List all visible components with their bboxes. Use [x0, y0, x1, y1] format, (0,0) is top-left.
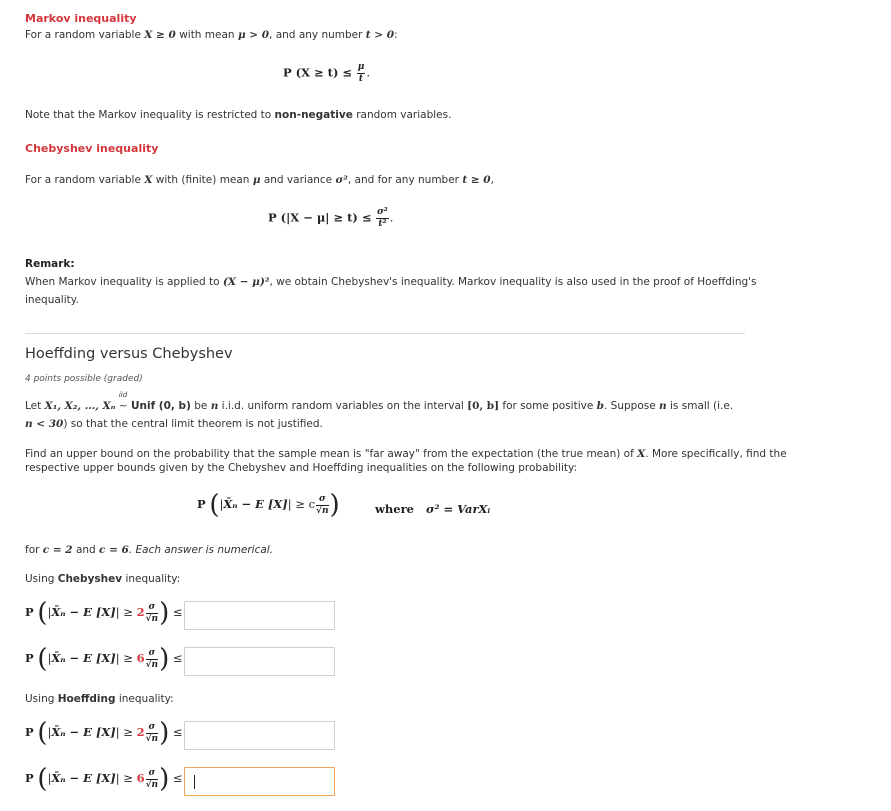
chebyshev-c6-expression: P (|X̄ₙ − E [X]| ≥ 6 $\frac{\sigma}{√n}$ ) ≤	[25, 644, 183, 674]
markov-title: Markov inequality	[25, 12, 137, 25]
remark-label: Remark:	[25, 258, 75, 270]
markov-formula: P (X ≥ t) ≤ $\frac{\mu}{t}$ .	[283, 62, 370, 84]
hoeffding-c6-expression: P (|X̄ₙ − E [X]| ≥ 6 $\frac{\sigma}{√n}$ ) ≤	[25, 764, 183, 794]
markov-note: Note that the Markov inequality is restricted to non-negative random variables.	[25, 109, 452, 121]
chebyshev-c2-expression: P (|X̄ₙ − E [X]| ≥ 2 $\frac{\sigma}{√n}$ ) ≤	[25, 598, 183, 628]
problem-find-line1: Find an upper bound on the probability that the sample mean is "far away" from the expectation (the true mean) of X. More specifically, find the	[25, 448, 787, 460]
chebyshev-title: Chebyshev inequality	[25, 142, 159, 155]
hoeffding-answers-label: Using Hoeffding inequality:	[25, 693, 174, 705]
problem-find-line2: respective upper bounds given by the Chebyshev and Hoeffding inequalities on the following probability:	[25, 462, 578, 474]
chebyshev-c2-input[interactable]	[184, 601, 335, 630]
hoeffding-c6-input[interactable]	[184, 767, 335, 796]
remark-line2: inequality.	[25, 294, 79, 306]
chebyshev-formula: P (|X − μ| ≥ t) ≤ $\frac{\text{σ²}}{\text{t²}}$ .	[268, 207, 394, 229]
hoeffding-c2-input[interactable]	[184, 721, 335, 750]
section-divider	[25, 333, 745, 334]
problem-let-line1: Let X₁, X₂, …, Xₙ iid ∼ Unif (0, b) be n i.i.d. uniform random variables on the interval [0, b] for some positive b. Suppose n is small (i.e.	[25, 391, 734, 412]
for-c-values: for c = 2 and c = 6. Each answer is numerical.	[25, 544, 274, 556]
remark-line1: When Markov inequality is applied to (X − μ)², we obtain Chebyshev's inequality. Markov inequality is also used in the proof of Hoeffding's	[25, 276, 757, 288]
hoeffding-c2-expression: P (|X̄ₙ − E [X]| ≥ 2 $\frac{\sigma}{√n}$ ) ≤	[25, 718, 183, 748]
chebyshev-answers-label: Using Chebyshev inequality:	[25, 573, 181, 585]
points-possible: 4 points possible (graded)	[25, 374, 143, 384]
problem-let-line2: n < 30) so that the central limit theorem is not justified.	[25, 418, 323, 430]
where-variance: where σ² = VarXᵢ	[375, 502, 491, 516]
chebyshev-intro: For a random variable X with (finite) mean μ and variance σ², and for any number t ≥ 0,	[25, 174, 494, 186]
problem-title: Hoeffding versus Chebyshev	[25, 346, 233, 362]
main-probability-formula: P (|X̄ₙ − E [X]| ≥ c $\frac{\sigma}{√n}$ )	[197, 490, 340, 520]
chebyshev-c6-input[interactable]	[184, 647, 335, 676]
markov-intro: For a random variable X ≥ 0 with mean μ > 0, and any number t > 0:	[25, 29, 398, 41]
text-cursor	[194, 775, 195, 789]
